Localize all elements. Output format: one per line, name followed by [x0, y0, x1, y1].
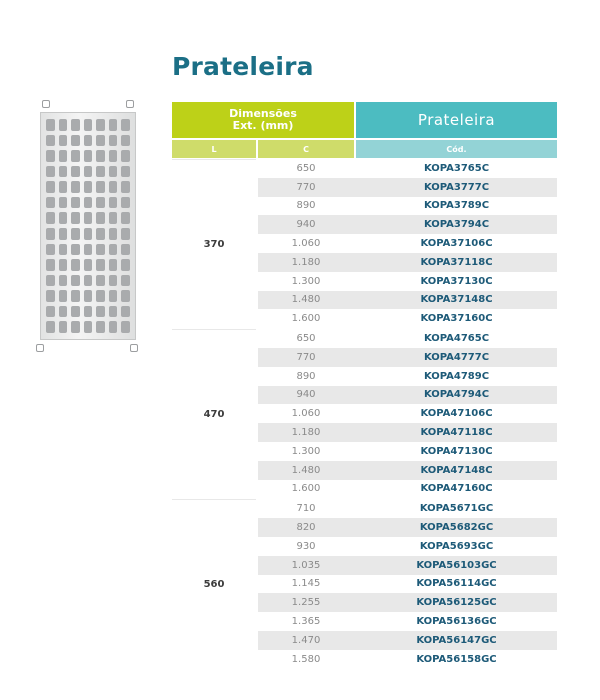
- table-subheader: [172, 140, 557, 158]
- page-title: Prateleira: [172, 52, 314, 81]
- perforation-hole: [71, 212, 80, 224]
- perforation-hole: [71, 228, 80, 240]
- length-cell: 1.300: [291, 445, 321, 457]
- perforation-hole: [71, 321, 80, 333]
- perforation-hole: [84, 259, 93, 271]
- perforation-hole: [121, 259, 130, 271]
- perforation-hole: [46, 150, 55, 162]
- length-cell: 1.180: [291, 256, 321, 268]
- table-row: [258, 367, 557, 386]
- length-cell: 1.470: [291, 634, 321, 646]
- code-cell: KOPA56125GC: [416, 597, 497, 609]
- perforation-hole: [96, 197, 105, 209]
- table-row: [258, 575, 557, 594]
- perforation-hole: [121, 135, 130, 147]
- perforation-hole: [109, 228, 118, 240]
- perforation-hole: [109, 135, 118, 147]
- perforated-shelf-panel: [40, 112, 136, 340]
- product-table: [172, 102, 557, 669]
- table-row: [258, 404, 557, 423]
- perforation-hole: [121, 150, 130, 162]
- perforation-hole: [109, 244, 118, 256]
- perforation-hole: [71, 275, 80, 287]
- perforation-hole: [109, 166, 118, 178]
- perforation-hole: [121, 197, 130, 209]
- perforation-hole: [121, 212, 130, 224]
- perforation-hole: [59, 150, 68, 162]
- length-cell: 1.300: [291, 275, 321, 287]
- perforation-hole: [46, 321, 55, 333]
- perforation-hole: [121, 119, 130, 131]
- table-row: [258, 556, 557, 575]
- perforation-hole: [96, 275, 105, 287]
- perforation-hole: [121, 290, 130, 302]
- code-cell: KOPA3777C: [423, 181, 490, 193]
- length-cell: 1.035: [291, 559, 321, 571]
- perforation-hole: [109, 212, 118, 224]
- perforation-hole: [59, 259, 68, 271]
- perforation-hole: [59, 275, 68, 287]
- length-cell: 1.060: [291, 238, 321, 250]
- table-group: [172, 159, 557, 328]
- code-cell: KOPA3794C: [423, 219, 490, 231]
- perforation-hole: [59, 197, 68, 209]
- perforation-hole: [59, 135, 68, 147]
- code-cell: KOPA47130C: [420, 445, 493, 457]
- perforation-hole: [84, 290, 93, 302]
- table-row: [258, 197, 557, 216]
- dimensions-header: [172, 102, 354, 138]
- clip-icon: [42, 100, 50, 108]
- perforation-hole: [46, 244, 55, 256]
- column-header-l: L: [172, 140, 256, 158]
- table-row: [258, 537, 557, 556]
- table-row: [258, 593, 557, 612]
- dimensions-header-line2: Ext. (mm): [232, 119, 294, 132]
- table-row: [258, 234, 557, 253]
- perforation-hole: [71, 119, 80, 131]
- perforation-hole: [46, 166, 55, 178]
- perforation-hole: [96, 150, 105, 162]
- perforation-hole: [46, 259, 55, 271]
- perforation-hole: [109, 290, 118, 302]
- code-cell: KOPA37118C: [420, 256, 493, 268]
- table-row: [258, 461, 557, 480]
- length-cell: 1.600: [291, 313, 321, 325]
- table-group: [172, 499, 557, 668]
- perforation-hole: [84, 244, 93, 256]
- perforation-hole: [46, 181, 55, 193]
- code-cell: KOPA3789C: [423, 200, 490, 212]
- code-cell: KOPA5682GC: [419, 522, 494, 534]
- perforation-hole: [109, 181, 118, 193]
- perforation-hole: [46, 228, 55, 240]
- perforation-hole: [109, 197, 118, 209]
- table-row: [258, 518, 557, 537]
- code-cell: KOPA56147GC: [416, 634, 497, 646]
- length-cell: 770: [296, 351, 316, 363]
- group-width: 560: [172, 499, 256, 668]
- perforation-hole: [71, 290, 80, 302]
- shelf-illustration: [32, 96, 144, 358]
- perforation-hole: [109, 259, 118, 271]
- code-cell: KOPA47118C: [420, 427, 493, 439]
- perforation-hole: [96, 135, 105, 147]
- perforation-hole: [96, 321, 105, 333]
- code-cell: KOPA37148C: [420, 294, 493, 306]
- perforation-hole: [46, 212, 55, 224]
- code-cell: KOPA47106C: [420, 408, 493, 420]
- code-cell: KOPA56103GC: [416, 559, 497, 571]
- perforation-hole: [71, 259, 80, 271]
- perforation-hole: [59, 228, 68, 240]
- perforation-hole: [59, 244, 68, 256]
- length-cell: 650: [296, 333, 316, 345]
- perforation-hole: [46, 306, 55, 318]
- length-cell: 650: [296, 162, 316, 174]
- perforation-hole: [96, 166, 105, 178]
- perforation-hole: [96, 259, 105, 271]
- length-cell: 890: [296, 370, 316, 382]
- perforation-hole: [71, 197, 80, 209]
- code-cell: KOPA4765C: [423, 333, 490, 345]
- perforation-hole: [96, 181, 105, 193]
- perforation-hole: [46, 119, 55, 131]
- length-cell: 1.145: [291, 578, 321, 590]
- perforation-hole: [96, 212, 105, 224]
- length-cell: 930: [296, 540, 316, 552]
- perforation-hole: [84, 306, 93, 318]
- perforation-hole: [71, 306, 80, 318]
- code-cell: KOPA47148C: [420, 464, 493, 476]
- perforation-hole: [109, 275, 118, 287]
- code-cell: KOPA56136GC: [416, 616, 497, 628]
- length-cell: 1.480: [291, 294, 321, 306]
- code-cell: KOPA37106C: [420, 238, 493, 250]
- perforation-hole: [121, 228, 130, 240]
- table-row: [258, 442, 557, 461]
- length-cell: 1.060: [291, 408, 321, 420]
- perforation-hole: [59, 166, 68, 178]
- clip-icon: [130, 344, 138, 352]
- length-cell: 940: [296, 219, 316, 231]
- table-row: [258, 272, 557, 291]
- table-row: [258, 348, 557, 367]
- perforation-hole: [71, 150, 80, 162]
- table-header: [172, 102, 557, 138]
- perforation-hole: [121, 166, 130, 178]
- column-header-c: C: [258, 140, 354, 158]
- group-width: 370: [172, 159, 256, 328]
- code-cell: KOPA37160C: [420, 313, 493, 325]
- perforation-hole: [46, 275, 55, 287]
- code-cell: KOPA37130C: [420, 275, 493, 287]
- code-cell: KOPA4777C: [423, 351, 490, 363]
- table-row: [258, 423, 557, 442]
- table-row: [258, 386, 557, 405]
- code-cell: KOPA3765C: [423, 162, 490, 174]
- dimensions-header-line1: Dimensões: [229, 107, 297, 120]
- perforation-hole: [84, 166, 93, 178]
- length-cell: 890: [296, 200, 316, 212]
- perforation-hole: [121, 306, 130, 318]
- table-row: [258, 631, 557, 650]
- perforation-hole: [71, 166, 80, 178]
- table-row: [258, 650, 557, 669]
- length-cell: 940: [296, 389, 316, 401]
- perforation-hole: [46, 197, 55, 209]
- perforation-hole: [121, 321, 130, 333]
- perforation-hole: [59, 119, 68, 131]
- perforation-hole: [59, 290, 68, 302]
- code-cell: KOPA56158GC: [416, 653, 497, 665]
- perforation-hole: [84, 135, 93, 147]
- perforation-hole: [109, 306, 118, 318]
- length-cell: 1.600: [291, 483, 321, 495]
- length-cell: 710: [296, 503, 316, 515]
- length-cell: 1.365: [291, 616, 321, 628]
- product-header: Prateleira: [356, 102, 557, 138]
- perforation-grid: [46, 119, 130, 333]
- perforation-hole: [96, 119, 105, 131]
- perforation-hole: [121, 181, 130, 193]
- perforation-hole: [71, 135, 80, 147]
- table-row: [258, 309, 557, 328]
- clip-icon: [126, 100, 134, 108]
- table-row: [258, 178, 557, 197]
- code-cell: KOPA5671GC: [419, 503, 494, 515]
- code-cell: KOPA5693GC: [419, 540, 494, 552]
- perforation-hole: [59, 306, 68, 318]
- code-cell: KOPA47160C: [420, 483, 493, 495]
- perforation-hole: [84, 228, 93, 240]
- perforation-hole: [84, 275, 93, 287]
- perforation-hole: [84, 150, 93, 162]
- perforation-hole: [109, 150, 118, 162]
- perforation-hole: [46, 290, 55, 302]
- perforation-hole: [84, 119, 93, 131]
- perforation-hole: [121, 275, 130, 287]
- perforation-hole: [109, 321, 118, 333]
- length-cell: 820: [296, 522, 316, 534]
- code-cell: KOPA4794C: [423, 389, 490, 401]
- table-row: [258, 215, 557, 234]
- table-row: [258, 159, 557, 178]
- group-width: 470: [172, 329, 256, 498]
- perforation-hole: [96, 290, 105, 302]
- perforation-hole: [96, 228, 105, 240]
- perforation-hole: [71, 244, 80, 256]
- perforation-hole: [46, 135, 55, 147]
- perforation-hole: [96, 244, 105, 256]
- table-row: [258, 291, 557, 310]
- table-group: [172, 329, 557, 498]
- perforation-hole: [84, 197, 93, 209]
- perforation-hole: [109, 119, 118, 131]
- perforation-hole: [84, 212, 93, 224]
- length-cell: 1.580: [291, 653, 321, 665]
- table-row: [258, 329, 557, 348]
- length-cell: 1.180: [291, 427, 321, 439]
- length-cell: 1.480: [291, 464, 321, 476]
- length-cell: 770: [296, 181, 316, 193]
- perforation-hole: [59, 212, 68, 224]
- perforation-hole: [59, 321, 68, 333]
- column-header-code: Cód.: [356, 140, 557, 158]
- code-cell: KOPA56114GC: [416, 578, 497, 590]
- table-row: [258, 612, 557, 631]
- perforation-hole: [59, 181, 68, 193]
- table-row: [258, 253, 557, 272]
- clip-icon: [36, 344, 44, 352]
- perforation-hole: [71, 181, 80, 193]
- table-row: [258, 499, 557, 518]
- length-cell: 1.255: [291, 597, 321, 609]
- code-cell: KOPA4789C: [423, 370, 490, 382]
- perforation-hole: [84, 321, 93, 333]
- perforation-hole: [84, 181, 93, 193]
- perforation-hole: [96, 306, 105, 318]
- perforation-hole: [121, 244, 130, 256]
- table-row: [258, 480, 557, 499]
